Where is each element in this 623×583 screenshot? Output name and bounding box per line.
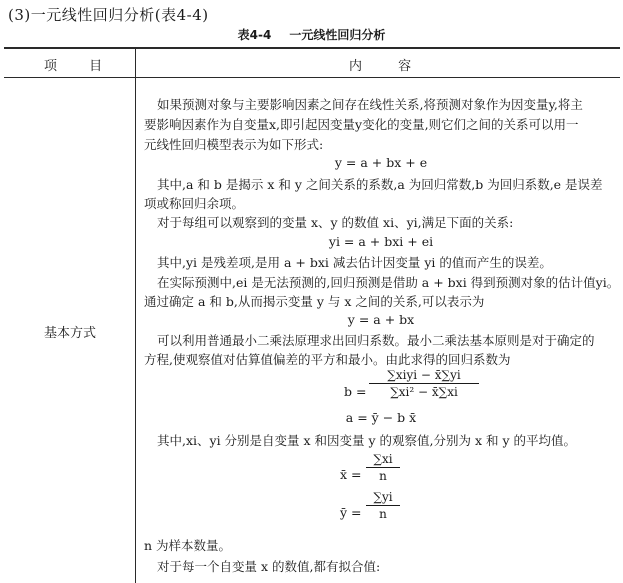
- equation-xbar-numerator: ∑xi: [373, 452, 393, 466]
- equation-observation: yi = a + bxi + ei: [328, 234, 434, 249]
- equation-ybar-numerator: ∑yi: [373, 490, 393, 504]
- paragraph-line: 通过确定 a 和 b,从而揭示变量 y 与 x 之间的关系,可以表示为: [144, 294, 485, 309]
- fraction-bar: [366, 505, 400, 506]
- paragraph-line: 元线性回归模型表示为如下形式:: [144, 137, 324, 152]
- section-heading: [8, 4, 209, 25]
- table-header-rule: [4, 77, 620, 78]
- paragraph-line: 对于每组可以观察到的变量 x、y 的数值 xi、yi,满足下面的关系:: [157, 215, 514, 230]
- paragraph-line: 在实际预测中,ei 是无法预测的,回归预测是借助 a + bxi 得到预测对象的估计值yi。: [157, 275, 620, 290]
- table-caption-number: 表4-4: [237, 28, 272, 42]
- section-heading-text: (3)一元线性回归分析(表4-4): [8, 6, 209, 24]
- equation-xbar-lhs: x̄ =: [340, 467, 362, 482]
- paragraph-line: 其中,xi、yi 分别是自变量 x 和因变量 y 的观察值,分别为 x 和 y 的平均值。: [157, 433, 577, 448]
- regression-table: [4, 47, 620, 583]
- paragraph-line: 项或称回归余项。: [144, 196, 245, 211]
- equation-xbar-denominator: n: [379, 469, 387, 483]
- equation-xbar-fraction: [366, 452, 400, 483]
- equation-ybar-lhs: ȳ =: [340, 505, 362, 520]
- column-header-content: 内 容: [349, 59, 428, 74]
- paragraph-line: 方程,使观察值对估算值偏差的平方和最小。由此求得的回归系数为: [144, 352, 511, 367]
- paragraph-line: 要影响因素作为自变量x,即引起因变量y变化的变量,则它们之间的关系可以用一: [144, 117, 579, 132]
- equation-a: a = ȳ − b x̄: [345, 410, 417, 425]
- equation-b-denominator: ∑xi² − x̄∑xi: [390, 385, 458, 399]
- row-label-basic-method: 基本方式: [44, 326, 97, 341]
- equation-b-fraction: [369, 368, 479, 399]
- table-caption: [0, 26, 623, 43]
- paragraph-line: 其中,a 和 b 是揭示 x 和 y 之间关系的系数,a 为回归常数,b 为回归系数,e 是误差: [157, 177, 603, 192]
- equation-ybar-denominator: n: [379, 507, 387, 521]
- paragraph-line: 如果预测对象与主要影响因素之间存在线性关系,将预测对象作为因变量y,将主: [157, 97, 583, 112]
- paragraph-line: 其中,yi 是残差项,是用 a + bxi 减去估计因变量 yi 的值而产生的误差。: [157, 255, 552, 270]
- equation-ybar-fraction: [366, 490, 400, 521]
- table-top-rule: [4, 47, 620, 49]
- fraction-bar: [369, 383, 479, 384]
- equation-b-lhs: b =: [344, 384, 367, 399]
- fraction-bar: [366, 467, 400, 468]
- paragraph-line: 对于每一个自变量 x 的数值,都有拟合值:: [157, 559, 381, 574]
- equation-b-numerator: ∑xiyi − x̄∑yi: [387, 368, 461, 382]
- equation-fitted-line: y = a + bx: [347, 312, 415, 327]
- paragraph-line: 可以利用普通最小二乘法原理求出回归系数。最小二乘法基本原则是对于确定的: [157, 333, 595, 348]
- equation-linear-model: y = a + bx + e: [334, 155, 428, 170]
- table-column-divider: [135, 47, 136, 583]
- paragraph-line: n 为样本数量。: [144, 538, 232, 553]
- column-header-item: 项 目: [44, 59, 117, 74]
- table-caption-title: 一元线性回归分析: [289, 28, 386, 42]
